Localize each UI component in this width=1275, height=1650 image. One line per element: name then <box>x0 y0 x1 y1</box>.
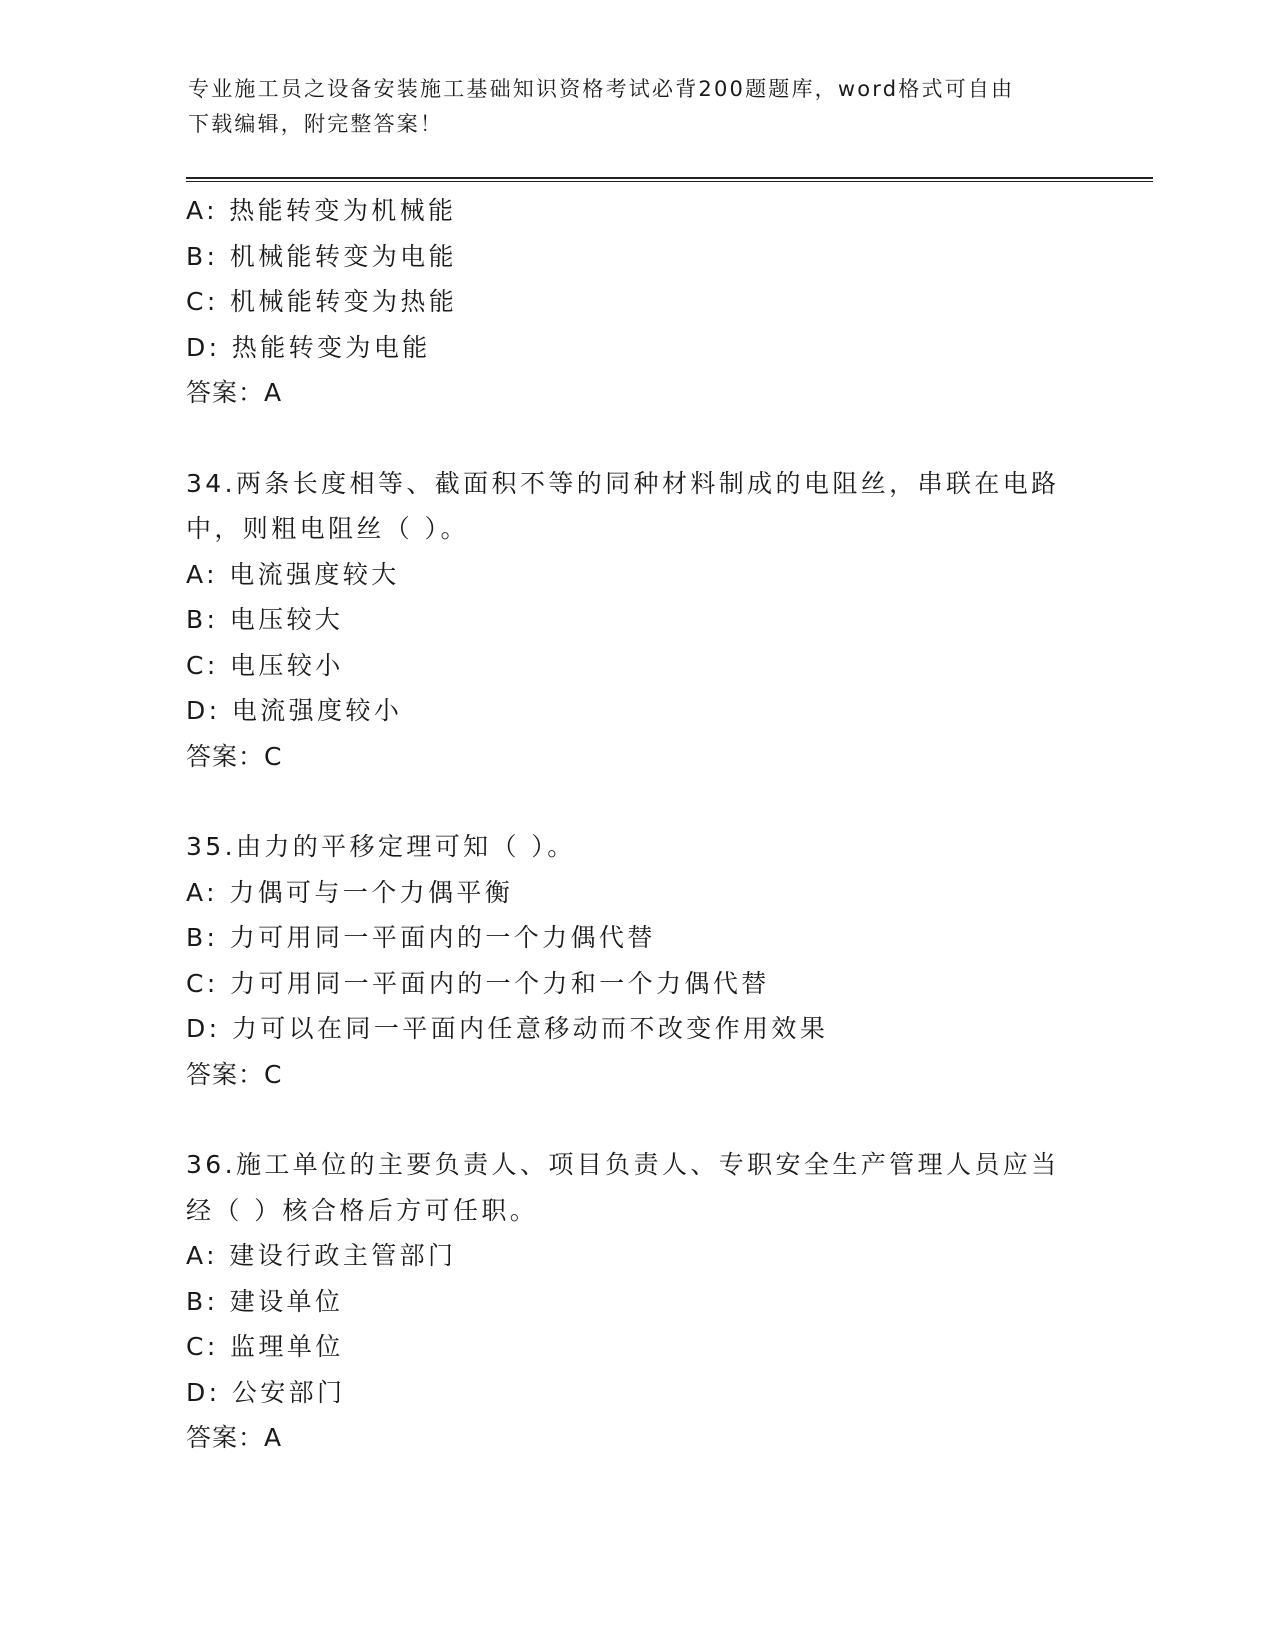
spacer <box>186 1097 1086 1142</box>
question-stem: 中，则粗电阻丝（ ）。 <box>186 514 469 543</box>
answer: 答案：A <box>186 378 283 407</box>
option-d: D: 公安部门 <box>186 1377 346 1407</box>
page-header <box>188 72 1068 142</box>
question-stem: 34.两条长度相等、截面积不等的同种材料制成的电阻丝，串联在电路 <box>186 468 1060 498</box>
header-line-1: 专业施工员之设备安装施工基础知识资格考试必背200题题库，word格式可自由 <box>188 77 1015 101</box>
question-34 <box>186 461 1086 780</box>
option-b: B: 建设单位 <box>186 1286 344 1316</box>
option-a: A: 热能转变为机械能 <box>186 196 457 225</box>
option-b: B: 力可用同一平面内的一个力偶代替 <box>186 923 656 952</box>
option-d: D: 热能转变为电能 <box>186 332 431 362</box>
header-divider <box>186 177 1153 182</box>
answer: 答案：A <box>186 1423 283 1452</box>
question-36 <box>186 1142 1086 1461</box>
option-c: C: 力可用同一平面内的一个力和一个力偶代替 <box>186 968 770 998</box>
option-c: C: 机械能转变为热能 <box>186 287 458 316</box>
prev-question-block <box>186 188 1086 416</box>
question-35 <box>186 824 1086 1097</box>
option-a: A: 电流强度较大 <box>186 559 400 589</box>
option-d: D: 电流强度较小 <box>186 696 403 725</box>
question-stem: 35.由力的平移定理可知（ ）。 <box>186 832 576 861</box>
option-c: C: 监理单位 <box>186 1332 344 1361</box>
question-stem: 经（ ）核合格后方可任职。 <box>186 1195 539 1225</box>
option-a: A: 力偶可与一个力偶平衡 <box>186 877 514 907</box>
answer: 答案：C <box>186 741 283 771</box>
question-stem: 36.施工单位的主要负责人、项目负责人、专职安全生产管理人员应当 <box>186 1150 1060 1179</box>
spacer <box>186 416 1086 461</box>
header-line-2: 下载编辑，附完整答案！ <box>188 112 444 136</box>
option-b: B: 电压较大 <box>186 605 344 634</box>
answer: 答案：C <box>186 1059 283 1089</box>
spacer <box>186 779 1086 824</box>
option-b: B: 机械能转变为电能 <box>186 241 457 271</box>
option-a: A: 建设行政主管部门 <box>186 1241 457 1270</box>
option-c: C: 电压较小 <box>186 650 344 680</box>
option-d: D: 力可以在同一平面内任意移动而不改变作用效果 <box>186 1014 829 1043</box>
document-body <box>186 188 1086 1461</box>
